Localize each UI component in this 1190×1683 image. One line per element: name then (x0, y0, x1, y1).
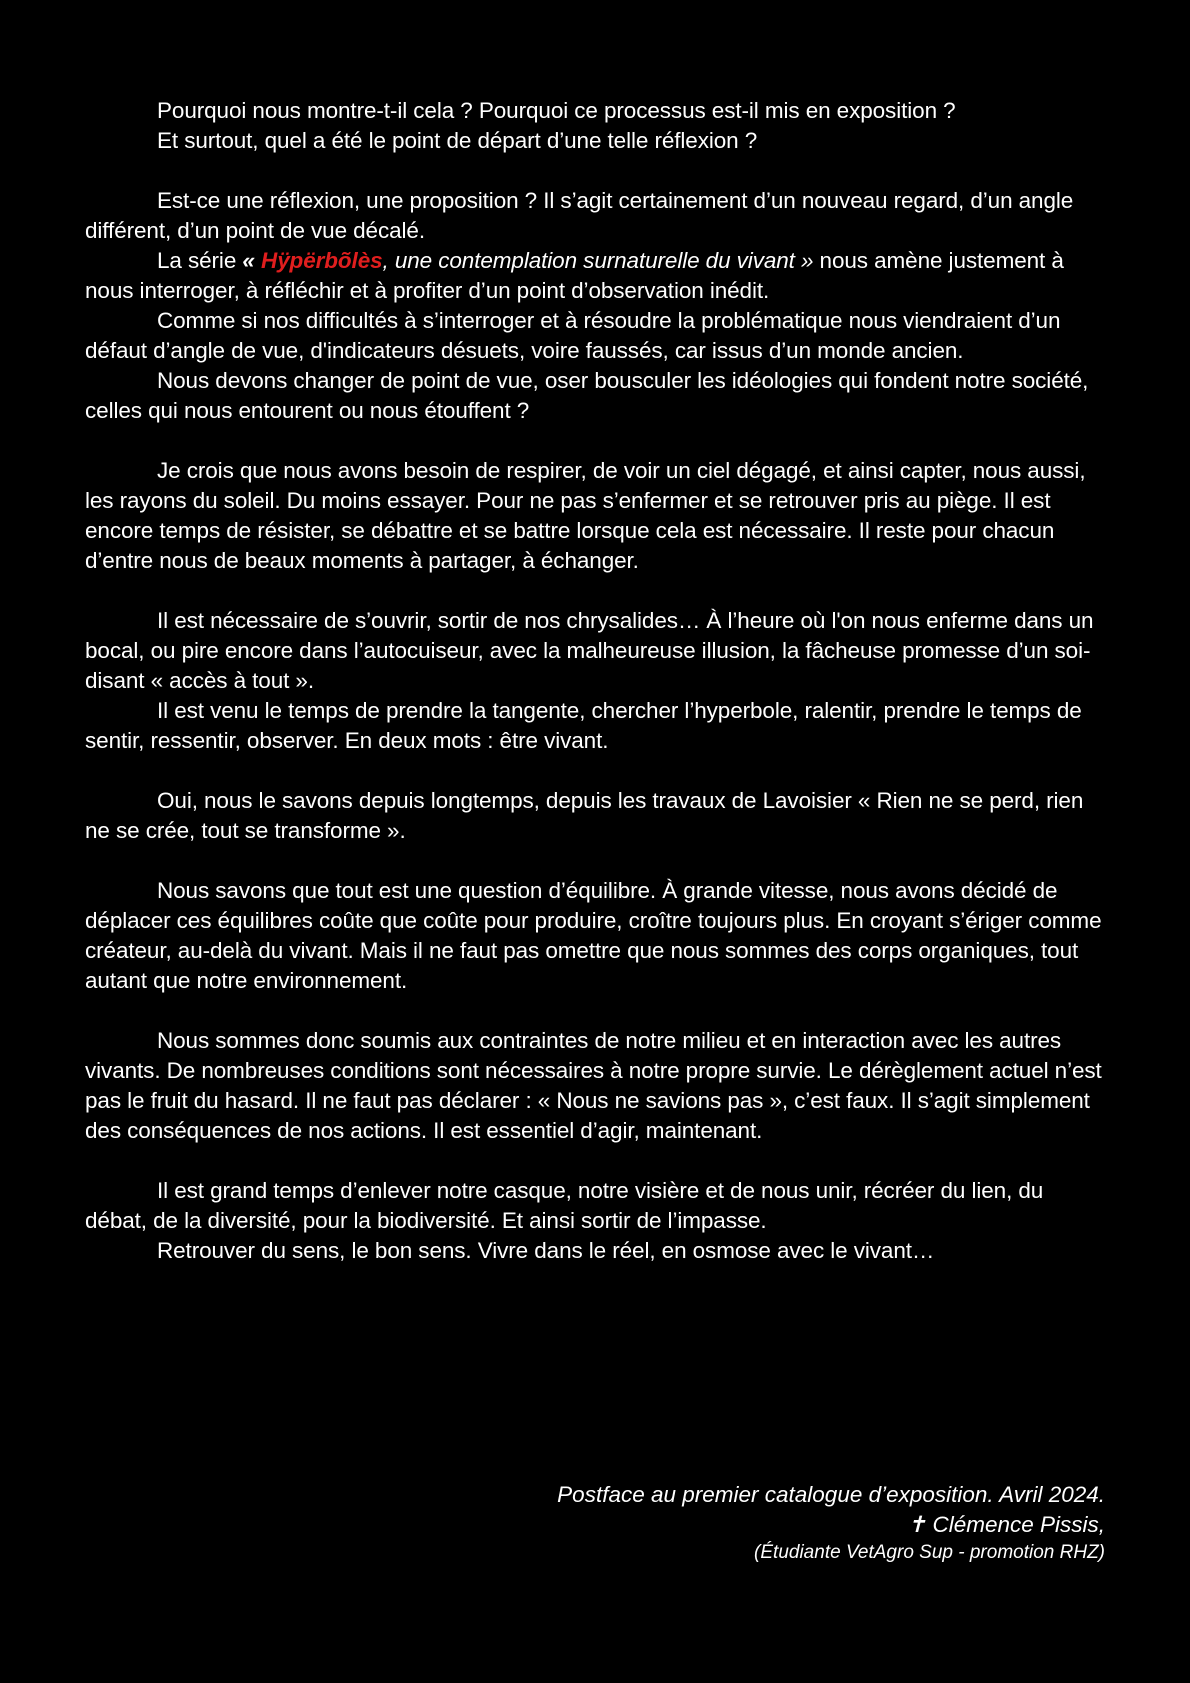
series-name: Hÿpërbõlès (260, 248, 383, 273)
paragraph: Et surtout, quel a été le point de départ d’une telle réflexion ? (157, 128, 758, 153)
paragraph-gap (85, 756, 1105, 786)
paragraph: Il est grand temps d’enlever notre casque, notre visière et de nous unir, récréer du lien, du débat, de la diversité, pour la biodiversité. Et ainsi sortir de l’impasse. (85, 1178, 1044, 1233)
paragraph: Comme si nos difficultés à s’interroger et à résoudre la problématique nous viendraient d’un défaut d’angle de vue, d'indicateurs désuets, voire faussés, car issus d’un monde ancien. (85, 308, 1061, 363)
paragraph: Pourquoi nous montre-t-il cela ? Pourquoi ce processus est-il mis en exposition ? (157, 98, 956, 123)
paragraph: Il est nécessaire de s’ouvrir, sortir de nos chrysalides… À l’heure où l'on nous enferme dans un bocal, ou pire encore dans l’autocuiseur, avec la malheureuse illusion, la fâcheuse promesse d’un soi-disant « accès à tout ». (85, 608, 1094, 693)
paragraph-gap (85, 426, 1105, 456)
paragraph: Nous savons que tout est une question d’équilibre. À grande vitesse, nous avons décidé de déplacer ces équilibres coûte que coûte pour produire, croître toujours plus. En croyant s’ériger comme créateur, au-delà du vivant. Mais il ne faut pas omettre que nous sommes des corps organiques, tout autant que notre environnement. (85, 878, 1102, 993)
paragraph-gap (85, 156, 1105, 186)
paragraph: Oui, nous le savons depuis longtemps, depuis les travaux de Lavoisier « Rien ne se perd, rien ne se crée, tout se transforme ». (85, 788, 1084, 843)
paragraph: Retrouver du sens, le bon sens. Vivre dans le réel, en osmose avec le vivant… (157, 1238, 935, 1263)
paragraph: Est-ce une réflexion, une proposition ? Il s’agit certainement d’un nouveau regard, d’un angle différent, d’un point de vue décalé. (85, 188, 1074, 243)
postface-caption: Postface au premier catalogue d’exposition. Avril 2024. (557, 1482, 1105, 1507)
paragraph: Je crois que nous avons besoin de respirer, de voir un ciel dégagé, et ainsi capter, nous aussi, les rayons du soleil. Du moins essayer. Pour ne pas s’enfermer et se retrouver pris au piège. Il est encore temps de résister, se débattre et se battre lorsque cela est nécessaire. Il reste pour chacun d’entre nous de beaux moments à partager, à échanger. (85, 458, 1086, 573)
series-subtitle: , une contemplation surnaturelle du vivant » (382, 248, 814, 273)
quote-open: « (242, 248, 261, 273)
series-outro: nous amène justement à nous interroger, à réfléchir et à profiter d’un point d’observation inédit. (85, 248, 1064, 303)
paragraph: Il est venu le temps de prendre la tangente, chercher l’hyperbole, ralentir, prendre le temps de sentir, ressentir, observer. En deux mots : être vivant. (85, 698, 1082, 753)
paragraph-gap (85, 576, 1105, 606)
signature-block (557, 1480, 1105, 1566)
author-affiliation: (Étudiante VetAgro Sup - promotion RHZ) (754, 1542, 1105, 1563)
paragraph: Nous devons changer de point de vue, oser bousculer les idéologies qui fondent notre société, celles qui nous entourent ou nous étouffent ? (85, 368, 1089, 423)
paragraph: Nous sommes donc soumis aux contraintes de notre milieu et en interaction avec les autres vivants. De nombreuses conditions sont nécessaires à notre propre survie. Le dérèglement actuel n’est pas le fruit du hasard. Il ne faut pas déclarer : « Nous ne savions pas », c’est faux. Il s’agit simplement des conséquences de nos actions. Il est essentiel d’agir, maintenant. (85, 1028, 1102, 1143)
paragraph-gap (85, 1146, 1105, 1176)
paragraph-gap (85, 846, 1105, 876)
author-name: ✝ Clémence Pissis, (907, 1512, 1105, 1537)
postface-text (85, 96, 1105, 1266)
series-intro: La série (157, 248, 243, 273)
paragraph-series (85, 246, 1105, 306)
paragraph-gap (85, 996, 1105, 1026)
